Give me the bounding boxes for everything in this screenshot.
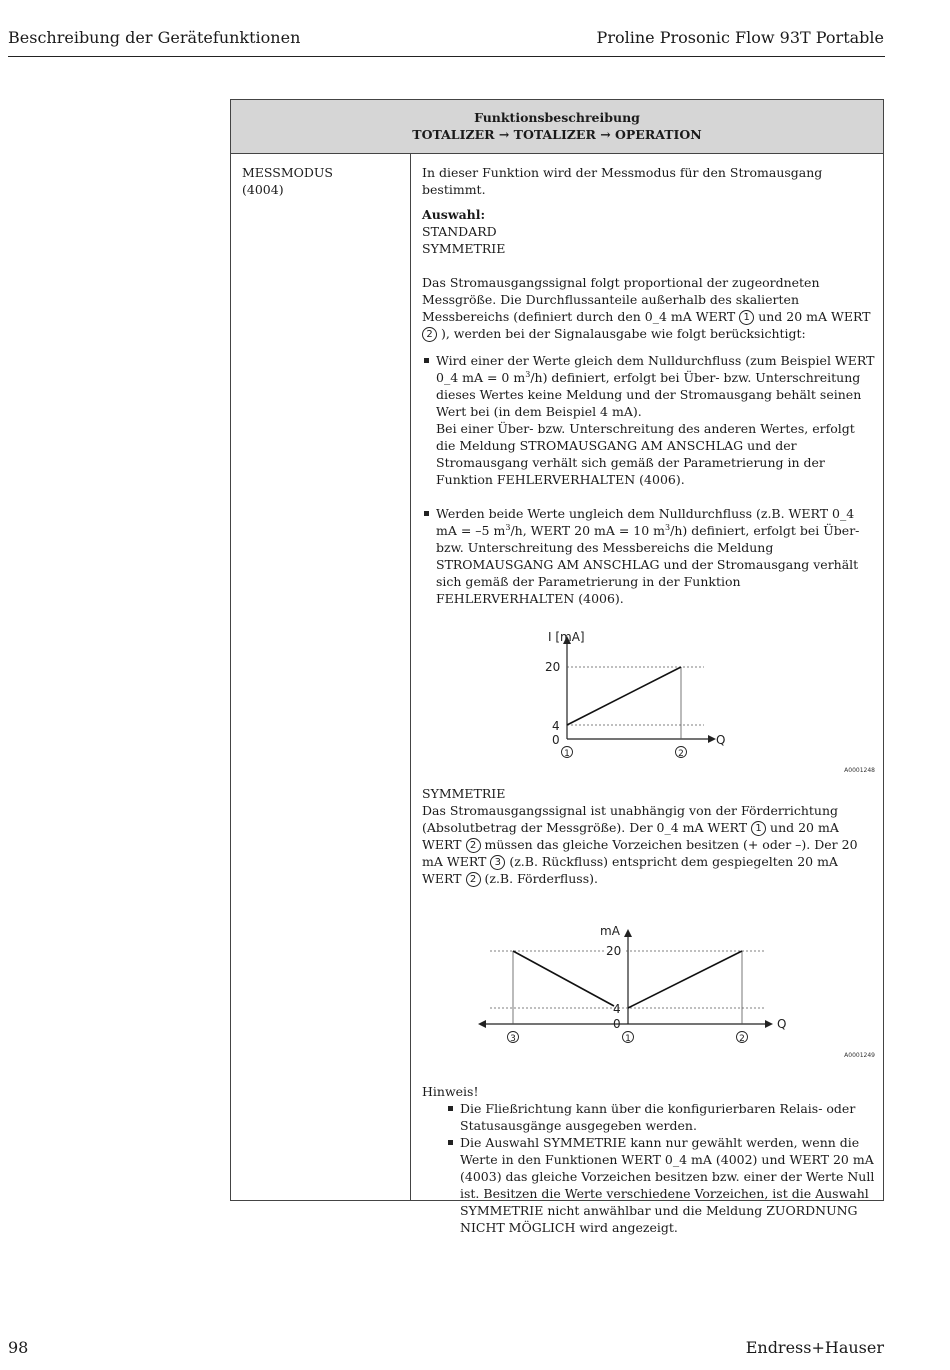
- brand-name: Endress+Hauser: [745, 1338, 884, 1357]
- output-curve-right: [628, 951, 742, 1008]
- figure-standard-diagram: [422, 617, 877, 777]
- x-axis-arrow-icon: [708, 735, 716, 743]
- tick-4: 4: [552, 719, 560, 733]
- x-axis-label: Q: [777, 1017, 787, 1031]
- marker-2-icon: 2: [422, 327, 437, 342]
- note-list: [422, 1100, 877, 1236]
- marker-1-icon: 1: [739, 310, 754, 325]
- figure-symmetrie-diagram: [422, 907, 877, 1067]
- symmetrie-title: SYMMETRIE: [422, 786, 506, 801]
- list-item: Die Auswahl SYMMETRIE kann nur gewählt werden, wenn die Werte in den Funktionen WERT 0_4 mA (4002) und WERT 20 mA (4003) das gleiche Vorzeichen besitzen bzw. einer der Werte Null ist. Besitzen die Werte verschiedene Vorzeichen, ist die Auswahl SYMMETRIE nicht anwählbar und die Meldung ZUORDNUNG NICHT MÖGLICH wird angezeigt.: [446, 1134, 877, 1236]
- function-description: [422, 164, 877, 1236]
- svg-text:1: 1: [564, 749, 570, 759]
- marker-1-icon: 1: [751, 821, 766, 836]
- tick-20: 20: [606, 944, 622, 958]
- running-header-title: Beschreibung der Gerätefunktionen: [8, 28, 301, 47]
- list-item: Wird einer der Werte gleich dem Nulldurchfluss (zum Beispiel WERT 0_4 mA = 0 $m^3/h$) definiert, erfolgt bei Über- bzw. Unterschreitung dieses Wertes keine Meldung und der Stromausgang behält seinen Wert bei (in dem Beispiel 4 mA). Bei einer Über- bzw. Unterschreitung des anderen Wertes, erfolgt die Meldung STROMAUSGANG AM ANSCHLAG und der Stromausgang verhält sich gemäß der Parametrierung in der Funktion FEHLERVERHALTEN (4006).: [422, 352, 877, 488]
- figure-code: A0001248: [844, 767, 875, 774]
- svg-text:2: 2: [678, 749, 684, 759]
- standard-paragraph: Das Stromausgangssignal folgt proportional der zugeordneten Messgröße. Die Durchflussanteile außerhalb des skalierten Messbereichs (definiert durch den 0_4 mA WERT 1 und 20 mA WERT 2 ), werden bei der Signalausgabe wie folgt berücksichtigt:: [422, 275, 871, 341]
- table-header-title: Funktionsbeschreibung: [474, 110, 640, 125]
- column-divider: [410, 154, 411, 1200]
- note-title: Hinweis!: [422, 1084, 479, 1099]
- svg-text:1: 1: [625, 1034, 631, 1044]
- tick-4: 4: [613, 1002, 621, 1016]
- selection-label: Auswahl:: [422, 207, 486, 222]
- list-item: Die Fließrichtung kann über die konfigurierbaren Relais- oder Statusausgänge ausgegeben werden.: [446, 1100, 877, 1134]
- function-name-cell: [242, 164, 333, 198]
- tick-0: 0: [552, 733, 560, 747]
- option-symmetrie: SYMMETRIE: [422, 241, 506, 256]
- function-table: [230, 99, 884, 1235]
- marker-2-icon: 2: [466, 872, 481, 887]
- table-header: [231, 100, 883, 154]
- y-axis-label: I [mA]: [548, 630, 585, 644]
- intro-text: In dieser Funktion wird der Messmodus für den Stromausgang bestimmt.: [422, 165, 823, 197]
- marker-2-icon: 2: [466, 838, 481, 853]
- x-axis-label: Q: [716, 733, 726, 747]
- function-name: MESSMODUS: [242, 165, 333, 180]
- svg-text:2: 2: [739, 1034, 745, 1044]
- header-rule: [8, 56, 885, 57]
- list-item: Werden beide Werte ungleich dem Nulldurchfluss (z.B. WERT 0_4 mA = –5 $m^3/h$, WERT 20 mA = 10 $m^3/h$) definiert, erfolgt bei Über- bzw. Unterschreitung des Messbereichs die Meldung STROMAUSGANG AM ANSCHLAG und der Stromausgang verhält sich gemäß der Parametrierung in der Funktion FEHLERVERHALTEN (4006).: [422, 505, 877, 607]
- x-axis-left-arrow-icon: [478, 1020, 486, 1028]
- figure-code: A0001249: [844, 1052, 875, 1059]
- option-standard: STANDARD: [422, 224, 497, 239]
- function-code: (4004): [242, 182, 284, 197]
- symmetrie-paragraph: Das Stromausgangssignal ist unabhängig von der Förderrichtung (Absolutbetrag der Messgröße). Der 0_4 mA WERT 1 und 20 mA WERT 2 müssen das gleiche Vorzeichen besitzen (+ oder –). Der 20 mA WERT 3 (z.B. Rückfluss) entspricht dem gespiegelten 20 mA WERT 2 (z.B. Förderfluss).: [422, 803, 858, 886]
- y-axis-label: mA: [600, 924, 620, 938]
- y-axis-arrow-icon: [624, 929, 632, 937]
- tick-0: 0: [613, 1017, 621, 1031]
- output-curve: [567, 667, 681, 725]
- x-axis-arrow-icon: [765, 1020, 773, 1028]
- running-header-product: Proline Prosonic Flow 93T Portable: [596, 28, 884, 47]
- output-curve-left: [513, 951, 614, 1006]
- standard-bullets: [422, 352, 877, 607]
- marker-3-icon: 3: [490, 855, 505, 870]
- tick-20: 20: [545, 660, 561, 674]
- page-number: 98: [8, 1338, 29, 1357]
- table-header-path: TOTALIZER → TOTALIZER → OPERATION: [412, 127, 702, 142]
- svg-text:3: 3: [510, 1034, 516, 1044]
